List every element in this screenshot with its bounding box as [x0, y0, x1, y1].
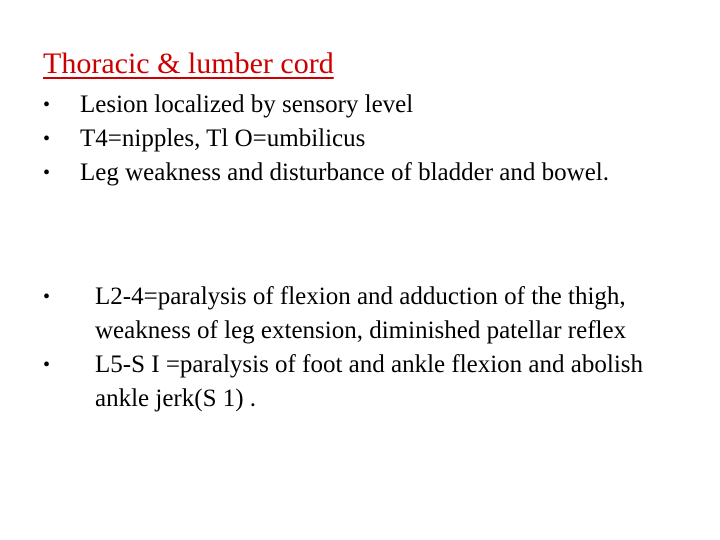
bullet-item	[43, 156, 683, 190]
bullet-item	[43, 348, 683, 416]
slide-title: Thoracic & lumber cord	[43, 47, 334, 80]
bullet-text: L5-S I =paralysis of foot and ankle flexion and abolish ankle jerk(S 1) .	[95, 351, 643, 412]
bullet-list-thoracic	[43, 88, 683, 190]
bullet-icon: •	[43, 286, 51, 308]
bullet-text: Leg weakness and disturbance of bladder and bowel.	[80, 159, 609, 186]
bullet-icon: •	[43, 354, 51, 376]
bullet-item	[43, 280, 683, 348]
bullet-text: T4=nipples, Tl O=umbilicus	[80, 125, 366, 152]
bullet-text: L2-4=paralysis of flexion and adduction of the thigh, weakness of leg extension, diminished patellar reflex	[95, 283, 627, 344]
bullet-icon: •	[43, 162, 51, 184]
bullet-item	[43, 122, 683, 156]
bullet-item	[43, 88, 683, 122]
bullet-icon: •	[43, 94, 51, 116]
bullet-text: Lesion localized by sensory level	[80, 91, 414, 118]
bullet-icon: •	[43, 128, 51, 150]
bullet-list-lumbar	[43, 280, 683, 416]
